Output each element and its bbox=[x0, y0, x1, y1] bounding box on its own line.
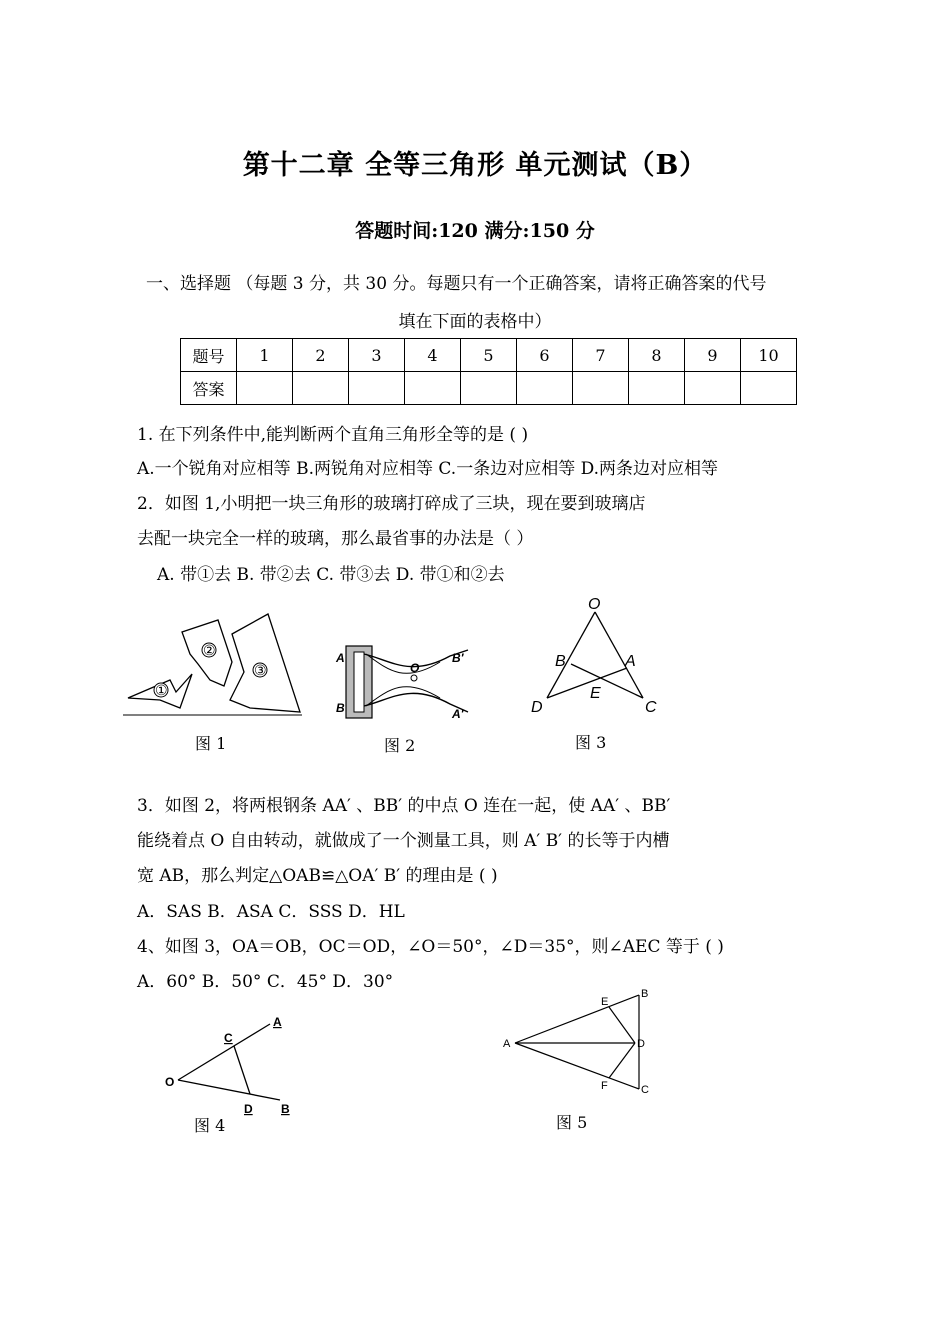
piece-label-3: ③ bbox=[254, 662, 267, 678]
segment-fd bbox=[609, 1043, 635, 1078]
answer-cell[interactable] bbox=[237, 372, 293, 405]
question-number: 2 bbox=[293, 339, 349, 372]
question-number: 5 bbox=[461, 339, 517, 372]
point-label-o: O bbox=[165, 1075, 175, 1089]
question-3-options: A．SAS B．ASA C．SSS D．HL bbox=[137, 902, 405, 922]
figure-3-caption: 图 3 bbox=[575, 733, 607, 752]
answer-table bbox=[180, 338, 797, 405]
question-number: 7 bbox=[573, 339, 629, 372]
question-4-stem: 4、如图 3，OA＝OB，OC＝OD，∠O＝50°，∠D＝35°，则∠AEC 等于 ( ) bbox=[137, 937, 724, 957]
question-2-stem-cont: 去配一块完全一样的玻璃，那么最省事的办法是（ ） bbox=[137, 529, 534, 549]
answer-cell[interactable] bbox=[349, 372, 405, 405]
segment-ed bbox=[609, 1007, 635, 1043]
point-label-b-prime: B′ bbox=[452, 651, 464, 665]
point-label-c: C bbox=[645, 699, 657, 716]
point-label-c: C bbox=[641, 1084, 649, 1096]
point-label-o: O bbox=[410, 661, 420, 675]
piece-label-1: ① bbox=[155, 682, 168, 698]
question-number: 1 bbox=[237, 339, 293, 372]
answer-cell[interactable] bbox=[293, 372, 349, 405]
table-row bbox=[181, 372, 797, 405]
point-label-f: F bbox=[601, 1080, 608, 1092]
section-heading: 一、选择题 （每题 3 分，共 30 分。每题只有一个正确答案，请将正确答案的代号 bbox=[146, 274, 767, 294]
answer-cell[interactable] bbox=[573, 372, 629, 405]
point-label-e: E bbox=[590, 685, 601, 702]
segment-da bbox=[547, 668, 627, 698]
segment-cd bbox=[234, 1046, 250, 1094]
table-header-cell: 题号 bbox=[181, 339, 237, 372]
point-label-a: A bbox=[273, 1015, 282, 1029]
point-label-b: B bbox=[336, 701, 345, 715]
point-label-a-prime: A′ bbox=[452, 707, 464, 721]
pivot-point bbox=[411, 675, 417, 681]
question-number: 9 bbox=[685, 339, 741, 372]
answer-cell[interactable] bbox=[405, 372, 461, 405]
figure-5-kite bbox=[495, 985, 665, 1100]
point-label-d: D bbox=[531, 699, 543, 716]
point-label-o: O bbox=[588, 596, 601, 613]
question-3-stem-cont: 能绕着点 O 自由转动，就做成了一个测量工具，则 A′ B′ 的长等于内槽 bbox=[137, 831, 670, 851]
steel-bar-edge bbox=[366, 687, 440, 706]
groove-slot bbox=[354, 652, 364, 712]
point-label-d: D bbox=[637, 1038, 645, 1050]
question-3-stem-cont2: 宽 AB，那么判定△OAB≌△OA′ B′ 的理由是 ( ) bbox=[137, 866, 498, 886]
point-label-c: C bbox=[224, 1031, 233, 1045]
figure-1-caption: 图 1 bbox=[195, 734, 227, 753]
figure-4-angle bbox=[160, 1010, 300, 1120]
question-number: 10 bbox=[741, 339, 797, 372]
point-label-e: E bbox=[601, 996, 609, 1008]
answer-cell[interactable] bbox=[517, 372, 573, 405]
segment-oc bbox=[595, 612, 643, 698]
question-4-options: A．60° B．50° C．45° D．30° bbox=[137, 972, 394, 992]
point-label-a: A bbox=[336, 651, 345, 665]
figure-5-caption: 图 5 bbox=[556, 1113, 588, 1132]
answer-cell[interactable] bbox=[461, 372, 517, 405]
answer-cell[interactable] bbox=[741, 372, 797, 405]
question-number: 6 bbox=[517, 339, 573, 372]
point-label-b: B bbox=[641, 988, 649, 1000]
page-title: 第十二章 全等三角形 单元测试（B） bbox=[242, 150, 708, 181]
question-number: 3 bbox=[349, 339, 405, 372]
exam-info: 答题时间:120 满分:150 分 bbox=[355, 220, 595, 242]
figure-1-broken-glass bbox=[120, 612, 310, 722]
question-3-stem: 3．如图 2，将两根钢条 AA′ 、BB′ 的中点 O 连在一起，使 AA′ 、BB′ bbox=[137, 796, 671, 816]
figure-2-caption: 图 2 bbox=[384, 736, 416, 755]
figure-4-caption: 图 4 bbox=[194, 1116, 226, 1135]
table-header-cell: 答案 bbox=[181, 372, 237, 405]
ray-ob bbox=[178, 1080, 280, 1100]
steel-bar-edge bbox=[366, 654, 440, 673]
question-1-stem: 1. 在下列条件中,能判断两个直角三角形全等的是 ( ) bbox=[137, 425, 529, 445]
question-number: 8 bbox=[629, 339, 685, 372]
segment-ab bbox=[515, 995, 639, 1043]
question-number: 4 bbox=[405, 339, 461, 372]
point-label-a: A bbox=[625, 653, 636, 670]
question-2-options: A. 带①去 B. 带②去 C. 带③去 D. 带①和②去 bbox=[157, 565, 505, 585]
point-label-a: A bbox=[503, 1038, 511, 1050]
question-2-stem: 2．如图 1,小明把一块三角形的玻璃打碎成了三块，现在要到玻璃店 bbox=[137, 494, 646, 514]
table-row bbox=[181, 339, 797, 372]
point-label-b: B bbox=[555, 653, 566, 670]
piece-label-2: ② bbox=[203, 642, 216, 658]
answer-cell[interactable] bbox=[629, 372, 685, 405]
point-label-b: B bbox=[281, 1102, 290, 1116]
point-label-d: D bbox=[244, 1102, 253, 1116]
question-1-options: A.一个锐角对应相等 B.两锐角对应相等 C.一条边对应相等 D.两条边对应相等 bbox=[137, 459, 719, 479]
figure-2-measuring-tool bbox=[330, 640, 480, 725]
segment-ac bbox=[515, 1043, 639, 1089]
figure-3-triangles bbox=[525, 594, 665, 719]
answer-cell[interactable] bbox=[685, 372, 741, 405]
section-heading-cont: 填在下面的表格中） bbox=[398, 312, 552, 332]
